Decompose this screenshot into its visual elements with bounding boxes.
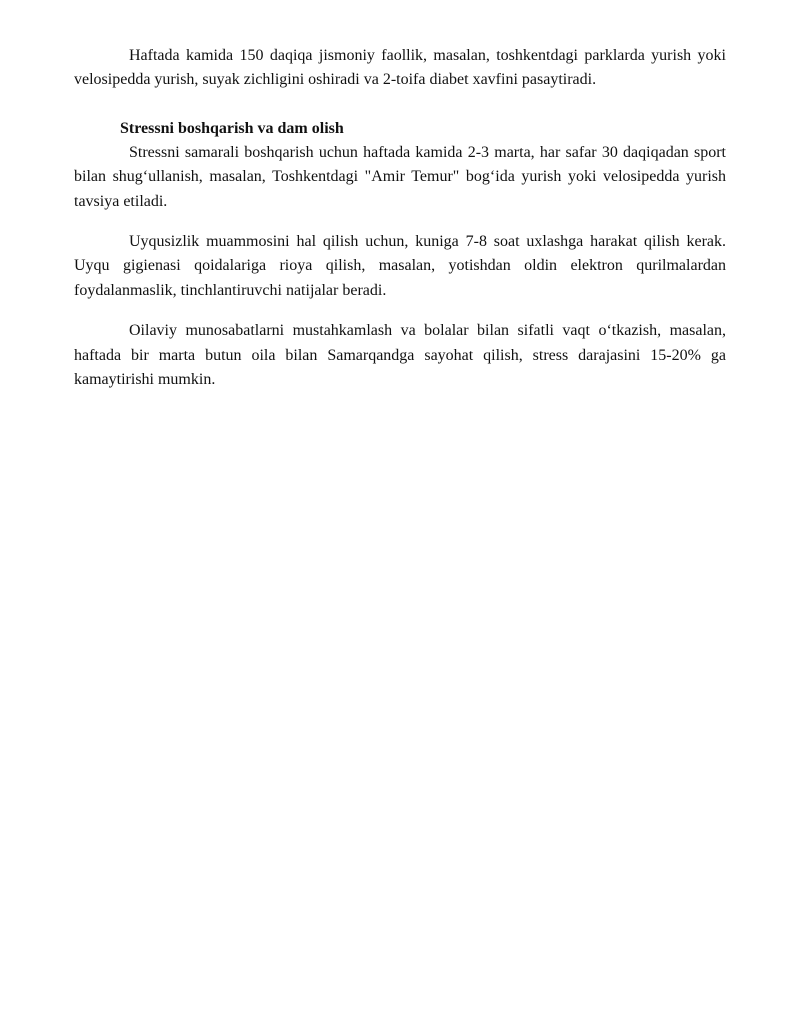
paragraph-stress-management: Stressni samarali boshqarish uchun haftada kamida 2-3 marta, har safar 30 daqiqadan sport bilan shug‘ullanish, masalan, Toshkentdagi "Amir Temur" bog‘ida yurish yoki velosipedda yurish tavsiya etiladi. (74, 143, 726, 210)
document-body (74, 44, 726, 392)
paragraph-family: Oilaviy munosabatlarni mustahkamlash va bolalar bilan sifatli vaqt o‘tkazish, masalan, haftada bir marta butun oila bilan Samarqandga sayohat qilish, stress darajasini 15-20% ga kamaytirishi mumkin. (74, 322, 726, 389)
paragraph-sleep: Uyqusizlik muammosini hal qilish uchun, kuniga 7-8 soat uxlashga harakat qilish kerak. Uyqu gigienasi qoidalariga rioya qilish, masalan, yotishdan oldin elektron qurilmalardan foydalanmaslik, tinchlantiruvchi natijalar beradi. (74, 233, 726, 299)
section-heading-stress: Stressni boshqarish va dam olish (120, 119, 344, 137)
paragraph-physical-activity: Haftada kamida 150 daqiqa jismoniy faollik, masalan, toshkentdagi parklarda yurish yoki velosipedda yurish, suyak zichligini oshiradi va 2-toifa diabet xavfini pasaytiradi. (74, 47, 726, 89)
